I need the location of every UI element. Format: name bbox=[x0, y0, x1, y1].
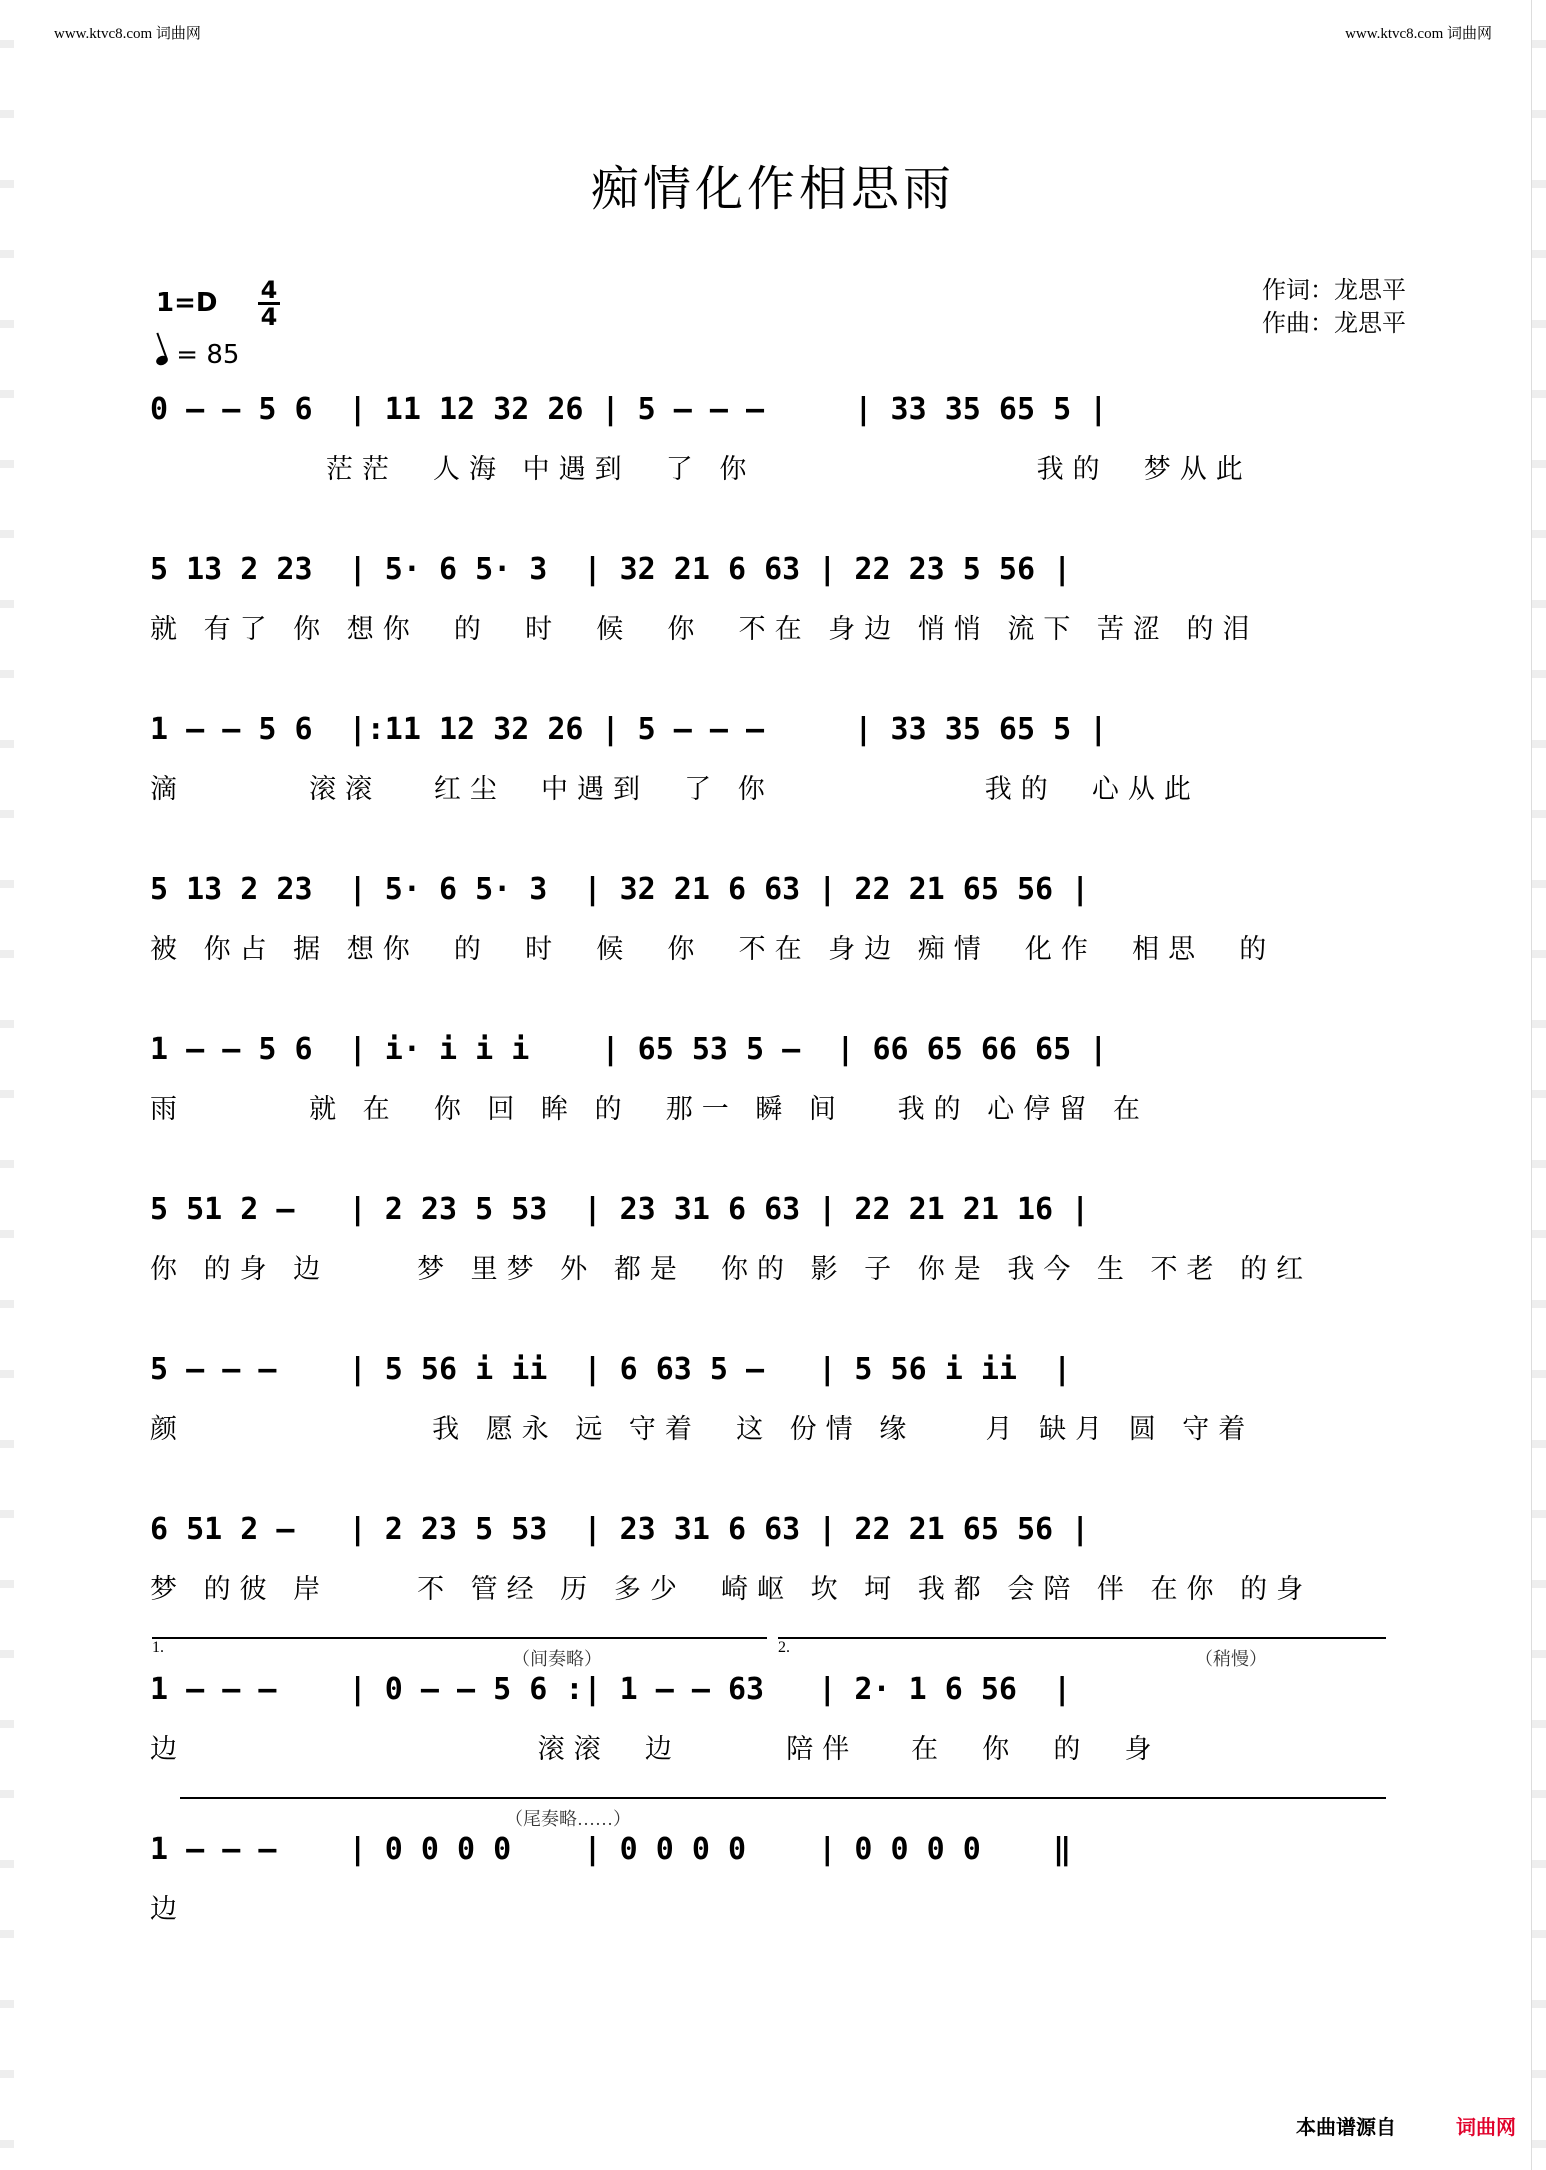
second-ending-label: 2. bbox=[778, 1639, 790, 1656]
time-signature bbox=[258, 278, 280, 329]
slower-note: （稍慢） bbox=[1195, 1649, 1267, 1669]
site-url-right: www.ktvc8.com 词曲网 bbox=[1345, 26, 1492, 42]
site-url-left: www.ktvc8.com 词曲网 bbox=[54, 26, 201, 42]
notation-line: 5 13 2 23 | 5· 6 5· 3 | 32 21 6 63 | 22 23 5 56 | bbox=[150, 552, 1072, 587]
lyrics-line: 颜 我 愿永 远 守着 这 份情 缘 月 缺月 圆 守着 bbox=[150, 1414, 1255, 1445]
lyrics-line: 就 有了 你 想你 的 时 候 你 不在 身边 悄悄 流下 苦涩 的泪 bbox=[150, 614, 1259, 645]
footer-brand: 词曲网 bbox=[1456, 2115, 1516, 2139]
tempo-marking bbox=[156, 340, 239, 370]
notation-line: 5 – – – | 5 56 i ii | 6 63 5 – | 5 56 i ii | bbox=[150, 1352, 1072, 1387]
lyrics-line: 边 滚滚 边 陪伴 在 你 的 身 bbox=[150, 1734, 1161, 1765]
lyrics-line: 茫茫 人海 中遇到 了 你 我的 梦从此 bbox=[150, 454, 1252, 485]
tempo-value: = 85 bbox=[176, 340, 240, 370]
lyrics-line: 雨 就 在 你 回 眸 的 那一 瞬 间 我的 心停留 在 bbox=[150, 1094, 1149, 1125]
outro-bracket bbox=[180, 1797, 1386, 1821]
quarter-note-icon bbox=[155, 354, 169, 367]
key-signature: 1=D bbox=[156, 288, 218, 318]
composer-credit: 作曲：龙思平 bbox=[1262, 311, 1406, 337]
notation-line: 6 51 2 – | 2 23 5 53 | 23 31 6 63 | 22 21 65 56 | bbox=[150, 1512, 1090, 1547]
second-ending-bracket bbox=[778, 1637, 1386, 1661]
notation-line: 1 – – – | 0 0 0 0 | 0 0 0 0 | 0 0 0 0 ‖ bbox=[150, 1832, 1072, 1867]
notation-line: 0 – – 5 6 | 11 12 32 26 | 5 – – – | 33 35 65 5 | bbox=[150, 392, 1108, 427]
time-sig-bottom: 4 bbox=[260, 303, 278, 331]
notation-line: 1 – – 5 6 | i· i i i | 65 53 5 – | 66 65 66 65 | bbox=[150, 1032, 1108, 1067]
interlude-note: （间奏略） bbox=[512, 1649, 602, 1669]
footer-source: 本曲谱源自 bbox=[1296, 2115, 1396, 2139]
time-sig-top: 4 bbox=[260, 276, 278, 304]
first-ending-bracket bbox=[152, 1637, 767, 1661]
notation-line: 5 13 2 23 | 5· 6 5· 3 | 32 21 6 63 | 22 21 65 56 | bbox=[150, 872, 1090, 907]
notation-line: 1 – – – | 0 – – 5 6 :| 1 – – 63 | 2· 1 6 56 | bbox=[150, 1672, 1072, 1707]
lyrics-line: 梦 的彼 岸 不 管经 历 多少 崎岖 坎 坷 我都 会陪 伴 在你 的身 bbox=[150, 1574, 1313, 1605]
notation-line: 1 – – 5 6 |:11 12 32 26 | 5 – – – | 33 35 65 5 | bbox=[150, 712, 1108, 747]
lyrics-line: 滴 滚滚 红尘 中遇到 了 你 我的 心从此 bbox=[150, 774, 1200, 805]
lyrics-line: 被 你占 据 想你 的 时 候 你 不在 身边 痴情 化作 相思 的 bbox=[150, 934, 1276, 965]
lyricist-credit: 作词：龙思平 bbox=[1262, 278, 1406, 304]
song-title: 痴情化作相思雨 bbox=[590, 161, 955, 217]
right-edge-watermark bbox=[1531, 0, 1546, 2170]
lyrics-line: 边 bbox=[150, 1894, 186, 1925]
left-edge-watermark bbox=[0, 0, 14, 2170]
lyrics-line: 你 的身 边 梦 里梦 外 都是 你的 影 子 你是 我今 生 不老 的红 bbox=[150, 1254, 1313, 1285]
first-ending-label: 1. bbox=[152, 1639, 164, 1656]
outro-note: （尾奏略……） bbox=[505, 1809, 631, 1829]
notation-line: 5 51 2 – | 2 23 5 53 | 23 31 6 63 | 22 21 21 16 | bbox=[150, 1192, 1090, 1227]
